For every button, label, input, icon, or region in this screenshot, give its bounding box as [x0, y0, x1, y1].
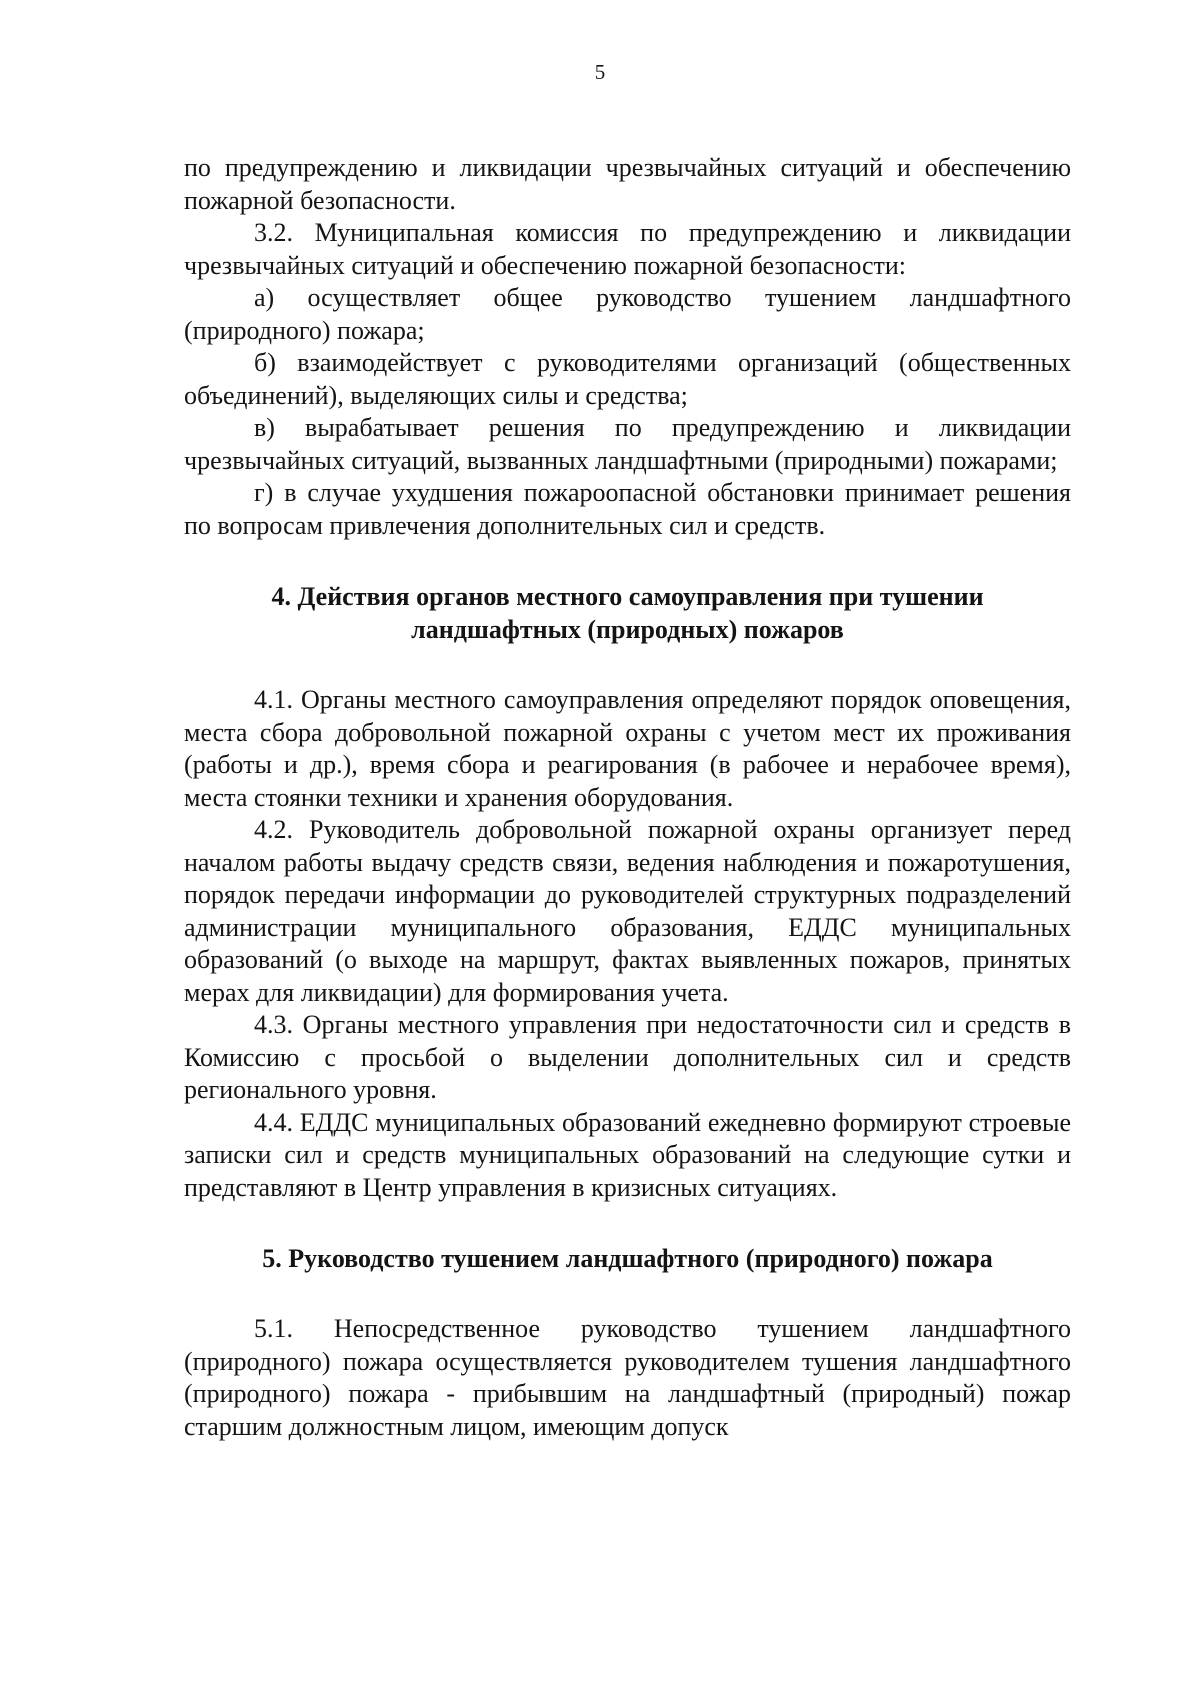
paragraph-3-2-b: б) взаимодействует с руководителями организаций (общественных объединений), выделяющих силы и средства;: [184, 348, 1071, 410]
paragraph-4-1: 4.1. Органы местного самоуправления определяют порядок оповещения, места сбора добровольной пожарной охраны с учетом мест их проживания (работы и др.), время сбора и реагирования (в рабочее и нерабочее время), места стоянки техники и хранения оборудования.: [184, 685, 1071, 812]
section-5-heading: 5. Руководство тушением ландшафтного (природного) пожара: [262, 1244, 993, 1273]
paragraph-3-2: 3.2. Муниципальная комиссия по предупреждению и ликвидации чрезвычайных ситуаций и обеспечению пожарной безопасности:: [184, 218, 1071, 280]
paragraph-3-2-g: г) в случае ухудшения пожароопасной обстановки принимает решения по вопросам привлечения дополнительных сил и средств.: [184, 478, 1071, 540]
paragraph-4-2: 4.2. Руководитель добровольной пожарной охраны организует перед началом работы выдачу средств связи, ведения наблюдения и пожаротушения, порядок передачи информации до руководителей структурных подразделений администрации муниципального образования, ЕДДС муниципальных образований (о выходе на маршрут, фактах выявленных пожаров, принятых мерах для ликвидации) для формирования учета.: [184, 815, 1071, 1007]
paragraph-4-4: 4.4. ЕДДС муниципальных образований ежедневно формируют строевые записки сил и средств муниципальных образований на следующие сутки и представляют в Центр управления в кризисных ситуациях.: [184, 1107, 1071, 1202]
section-4-heading-line1: 4. Действия органов местного самоуправления при тушении: [271, 582, 984, 611]
document-body: [184, 152, 1071, 1443]
paragraph-4-3: 4.3. Органы местного управления при недостаточности сил и средств в Комиссию с просьбой о выделении дополнительных сил и средств регионального уровня.: [184, 1010, 1071, 1104]
paragraph-3-2-v: в) вырабатывает решения по предупреждению и ликвидации чрезвычайных ситуаций, вызванных ландшафтными (природными) пожарами;: [184, 413, 1071, 475]
section-4-heading: [184, 580, 1071, 646]
paragraph-5-1: 5.1. Непосредственное руководство тушением ландшафтного (природного) пожара осуществляется руководителем тушения ландшафтного (природного) пожара - прибывшим на ландшафтный (природный) пожар старшим должностным лицом, имеющим допуск: [184, 1314, 1071, 1441]
section-4-heading-line2: ландшафтных (природных) пожаров: [411, 615, 844, 644]
paragraph-continuation: по предупреждению и ликвидации чрезвычайных ситуаций и обеспечению пожарной безопасности.: [184, 153, 1071, 215]
page-number: 5: [594, 60, 606, 84]
paragraph-3-2-a: а) осуществляет общее руководство тушением ландшафтного (природного) пожара;: [184, 283, 1071, 345]
